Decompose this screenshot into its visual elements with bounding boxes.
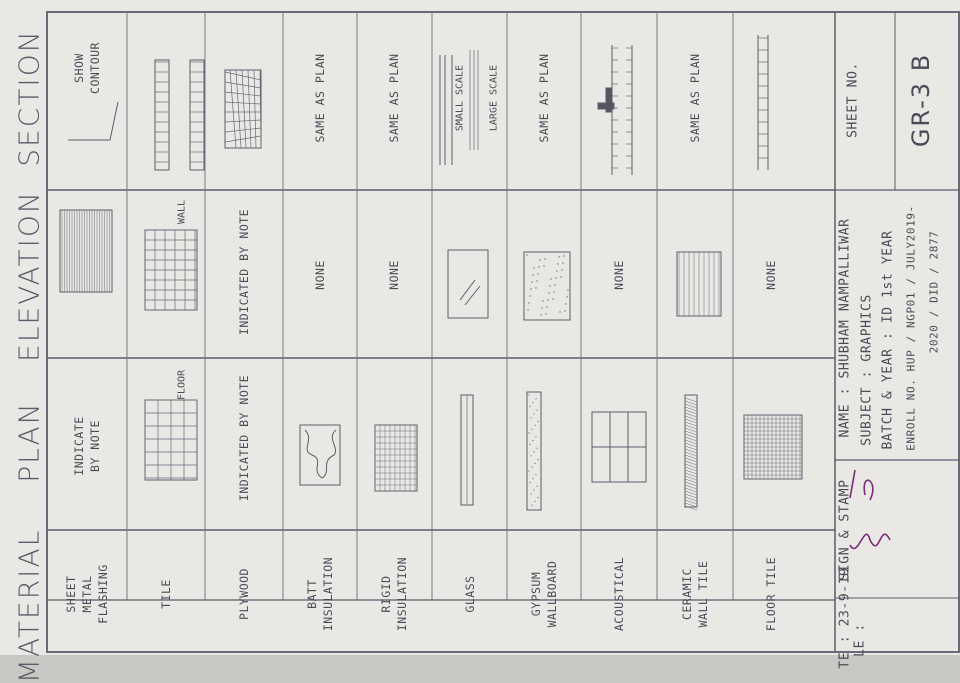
header-material: MATERIAL — [12, 528, 46, 683]
row-4-elevation: NONE — [313, 260, 327, 290]
stipple-dot — [539, 259, 540, 260]
stipple-dot — [564, 310, 565, 311]
stipple-dot — [541, 307, 542, 308]
sign-stamp-label: SIGN & STAMP — [837, 479, 853, 581]
stipple-dot — [530, 417, 531, 418]
sheet-no-label: SHEET NO. — [845, 62, 861, 138]
stipple-dot — [533, 413, 534, 414]
row-8-material: ACOUSTICAL — [612, 556, 626, 632]
stipple-dot — [543, 265, 544, 266]
stipple-dot — [563, 255, 564, 256]
row-5-material: RIGID INSULATION — [379, 556, 409, 632]
header-section: SECTION — [12, 29, 46, 167]
stipple-dot — [562, 262, 563, 263]
row-6-section-top: SMALL SCALE — [454, 64, 466, 132]
stipple-dot — [531, 505, 532, 506]
enroll-text: ENROLL NO. HUP / NGP01 / JULY2019- — [904, 205, 918, 451]
stipple-dot — [567, 289, 568, 290]
stipple-dot — [549, 285, 550, 286]
stipple-dot — [537, 459, 538, 460]
row-7-material: GYPSUM WALLBOARD — [529, 560, 559, 628]
stipple-dot — [532, 274, 533, 275]
stipple-dot — [558, 256, 559, 257]
stipple-dot — [529, 444, 530, 445]
batch-text: BATCH & YEAR : ID 1st YEAR — [880, 230, 896, 450]
stipple-dot — [528, 394, 529, 395]
stipple-dot — [546, 306, 547, 307]
row-9-material: CERAMIC WALL TILE — [680, 560, 710, 628]
row-6-material: GLASS — [463, 575, 477, 613]
stipple-dot — [552, 298, 553, 299]
stipple-dot — [544, 258, 545, 259]
row-10-elevation: NONE — [764, 260, 778, 290]
stipple-dot — [547, 299, 548, 300]
stipple-dot — [532, 440, 533, 441]
stipple-dot — [533, 267, 534, 268]
stipple-dot — [528, 470, 529, 471]
stipple-dot — [536, 280, 537, 281]
stipple-dot — [536, 486, 537, 487]
stipple-dot — [560, 276, 561, 277]
stipple-dot — [556, 270, 557, 271]
row-3-plan: INDICATED BY NOTE — [237, 374, 251, 502]
scale-text: LE : — [852, 623, 868, 657]
stipple-dot — [526, 254, 527, 255]
stipple-dot — [561, 269, 562, 270]
stipple-dot — [530, 493, 531, 494]
stipple-dot — [554, 284, 555, 285]
stipple-dot — [536, 410, 537, 411]
stipple-dot — [537, 273, 538, 274]
row-4-material: BATT INSULATION — [305, 556, 335, 632]
hatch-line — [236, 70, 241, 148]
stipple-dot — [531, 467, 532, 468]
row-4-section: SAME AS PLAN — [313, 53, 327, 143]
stipple-dot — [555, 277, 556, 278]
stipple-dot — [532, 402, 533, 403]
stipple-dot — [553, 291, 554, 292]
hatch-line — [248, 70, 251, 148]
row-7-section: SAME AS PLAN — [537, 53, 551, 143]
row-9-section: SAME AS PLAN — [688, 53, 702, 143]
stipple-dot — [548, 292, 549, 293]
row-5-elevation: NONE — [387, 260, 401, 290]
stipple-dot — [559, 311, 560, 312]
row-6-section-bottom: LARGE SCALE — [488, 64, 500, 132]
stipple-dot — [534, 463, 535, 464]
stipple-dot — [527, 309, 528, 310]
stipple-dot — [542, 300, 543, 301]
stipple-dot — [535, 474, 536, 475]
row-2-elevation-label: WALL — [176, 199, 188, 225]
row-1-material: SHEET METAL FLASHING — [64, 564, 110, 624]
stipple-dot — [531, 281, 532, 282]
row-10-material: FLOOR TILE — [764, 556, 778, 632]
stipple-dot — [533, 451, 534, 452]
hatch-line — [254, 70, 256, 148]
stipple-dot — [537, 497, 538, 498]
stipple-dot — [545, 313, 546, 314]
stipple-dot — [529, 295, 530, 296]
stipple-dot — [531, 429, 532, 430]
header-plan: PLAN — [12, 401, 46, 483]
row-3-material: PLYWOOD — [237, 568, 251, 620]
row-8-elevation: NONE — [612, 260, 626, 290]
stipple-dot — [540, 314, 541, 315]
stipple-dot — [536, 448, 537, 449]
stipple-dot — [528, 302, 529, 303]
stipple-dot — [550, 278, 551, 279]
stipple-dot — [537, 421, 538, 422]
stipple-dot — [529, 482, 530, 483]
hatch-line — [242, 70, 246, 148]
stipple-dot — [530, 455, 531, 456]
header-elevation: ELEVATION — [12, 190, 46, 362]
stipple-dot — [565, 303, 566, 304]
row-3-elevation: INDICATED BY NOTE — [237, 208, 251, 336]
row-5-section: SAME AS PLAN — [387, 53, 401, 143]
sheet-border — [47, 12, 959, 652]
sheet-no-value: GR-3 B — [907, 52, 935, 148]
stipple-dot — [557, 263, 558, 264]
date-text: TE : 23-9-19 — [837, 567, 853, 669]
stipple-dot — [530, 288, 531, 289]
row-1-plan: INDICATE BY NOTE — [72, 416, 102, 476]
name-text: NAME : SHUBHAM NAMPALLIWAR — [837, 218, 853, 438]
row-2-plan-label: FLOOR — [176, 369, 188, 401]
enroll-cont-text: 2020 / DID / 2877 — [927, 230, 941, 354]
stipple-dot — [566, 296, 567, 297]
stipple-dot — [535, 398, 536, 399]
hatch-line — [225, 102, 261, 104]
stipple-dot — [535, 287, 536, 288]
stipple-dot — [532, 478, 533, 479]
stipple-dot — [533, 489, 534, 490]
stipple-dot — [534, 425, 535, 426]
row-2-material: TILE — [159, 579, 173, 609]
row-1-section: SHOW CONTOUR — [72, 42, 102, 94]
stipple-dot — [538, 266, 539, 267]
stipple-dot — [529, 406, 530, 407]
material-symbols — [60, 35, 890, 548]
subject-text: SUBJECT : GRAPHICS — [859, 294, 875, 446]
stipple-dot — [535, 436, 536, 437]
stipple-dot — [528, 432, 529, 433]
hatch-line — [230, 70, 236, 148]
stipple-dot — [534, 501, 535, 502]
